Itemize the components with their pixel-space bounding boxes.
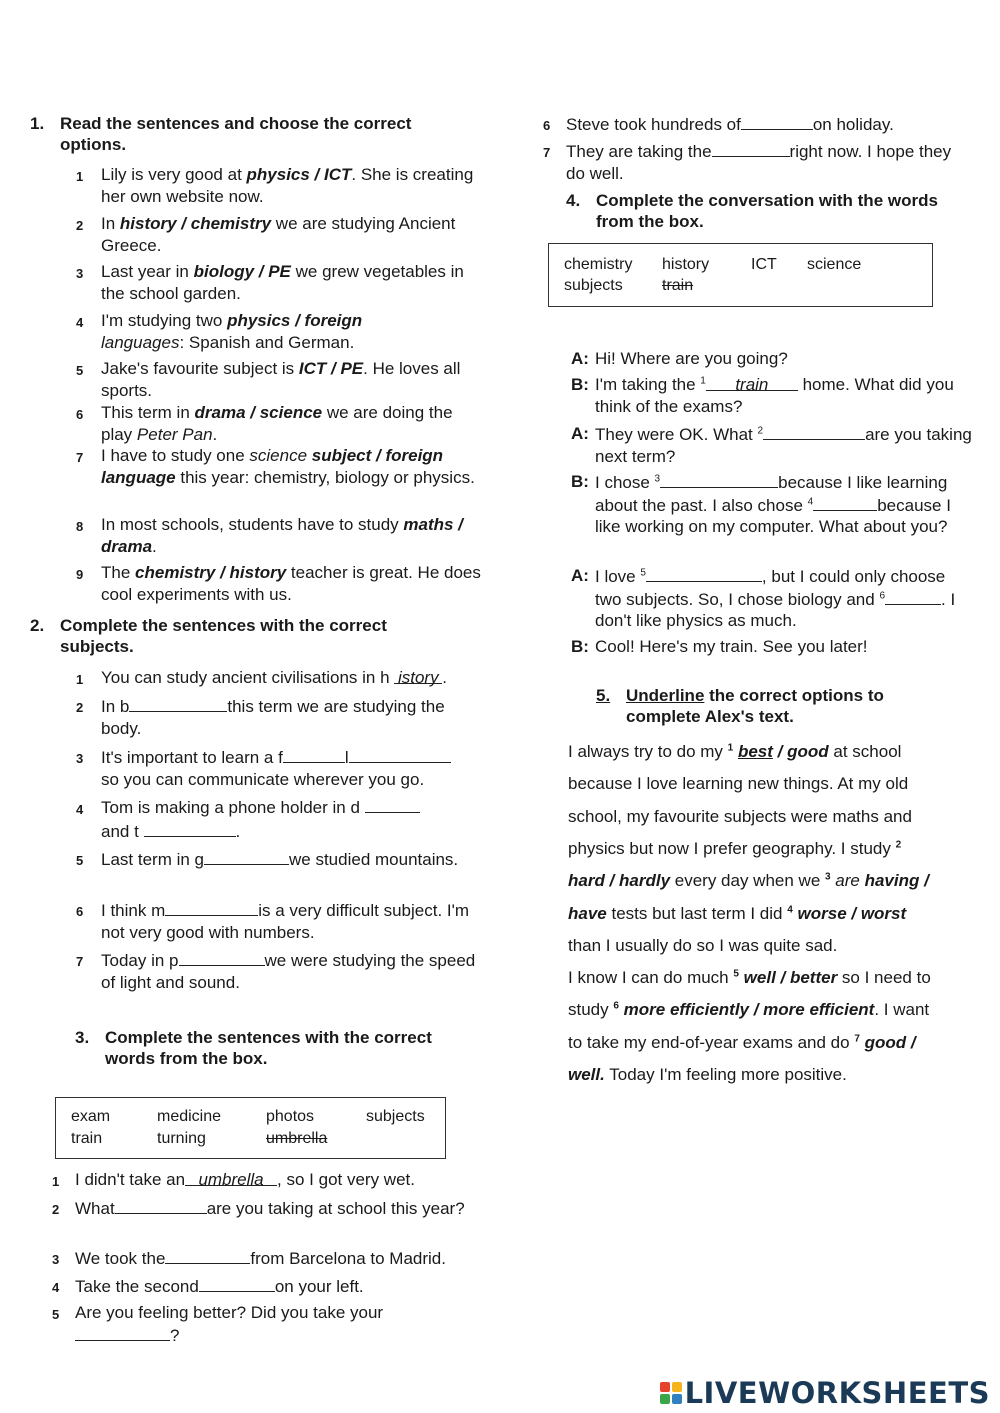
text: I didn't take an (75, 1170, 186, 1189)
text: because I love learning new things. At my old (568, 774, 909, 794)
word-box-3 (55, 1097, 446, 1159)
answer-blank[interactable] (165, 1247, 250, 1264)
question-item (543, 140, 973, 184)
text: . I want (874, 1000, 930, 1020)
answer-blank[interactable] (204, 848, 289, 865)
question-text (76, 562, 481, 605)
text-line (568, 807, 912, 827)
question-number: 3 (52, 1252, 60, 1267)
text-line (568, 968, 931, 988)
answer-blank[interactable] (365, 796, 420, 813)
conversation-line (571, 374, 976, 417)
box-word: medicine (157, 1108, 222, 1125)
question-item (76, 261, 481, 304)
text: . (235, 822, 241, 841)
question-number: 9 (76, 567, 84, 582)
text-line (568, 1065, 847, 1085)
question-text (76, 445, 481, 488)
answer-blank[interactable]: umbrella (185, 1169, 277, 1186)
question-item (76, 310, 481, 353)
heading-underline-word: Underline (626, 686, 705, 705)
option-pair[interactable]: having / (859, 871, 929, 891)
box-word-used: umbrella (266, 1130, 328, 1147)
question-item (76, 667, 481, 689)
text: at school (828, 742, 902, 761)
question-text (52, 1275, 472, 1298)
text: physics but now I prefer geography. I study (568, 838, 896, 858)
answer-blank[interactable] (885, 588, 941, 605)
gap-number: 3 (654, 473, 661, 485)
text: to take my end-of-year exams and do (568, 1032, 855, 1052)
question-item (76, 848, 481, 871)
gap-number: 6 (879, 589, 886, 601)
word-box-4 (548, 243, 933, 307)
text: I have to study one (101, 446, 250, 465)
option-pair[interactable]: physics / foreign (227, 311, 363, 330)
text: and t (101, 822, 144, 841)
question-number: 4 (76, 315, 84, 330)
option-number: 6 (613, 1000, 619, 1012)
text: school, my favourite subjects were maths and (568, 806, 912, 826)
question-item (52, 1275, 472, 1298)
text: ? (170, 1325, 180, 1345)
option-number: 2 (895, 839, 902, 851)
question-number: 4 (76, 802, 84, 817)
option-pair[interactable]: maths / drama (101, 515, 463, 556)
text: I'm studying two (101, 311, 228, 330)
logo-square (672, 1382, 682, 1392)
text: Peter Pan (136, 424, 213, 444)
text: on your left. (274, 1277, 364, 1296)
option-text: are (835, 871, 860, 891)
line-text (571, 348, 976, 370)
question-text (76, 899, 481, 943)
gap-number: 2 (757, 425, 764, 437)
box-word: chemistry (564, 256, 633, 273)
question-item (76, 746, 481, 790)
answer-blank[interactable]: istory (394, 667, 442, 684)
text: l (344, 748, 349, 767)
speaker-label: A: (571, 566, 589, 585)
text: so I need to (837, 968, 931, 988)
text: because I like working on my computer. What about you? (595, 495, 951, 536)
text: . I don't like physics as much. (595, 589, 956, 630)
line-text (571, 636, 976, 658)
question-number: 2 (76, 700, 84, 715)
box-word: photos (266, 1108, 315, 1125)
box-word: ICT (751, 256, 777, 273)
question-text (76, 402, 481, 445)
box-word: science (807, 256, 862, 273)
question-number: 6 (76, 904, 84, 919)
question-text (52, 1169, 472, 1191)
answer-blank[interactable] (741, 113, 813, 130)
text: are you taking next term? (595, 425, 972, 466)
box-word: subjects (564, 277, 623, 294)
question-item (76, 695, 481, 739)
section-number: 5. (596, 686, 611, 705)
text: tests but last term I did (606, 903, 788, 923)
question-number: 1 (52, 1174, 60, 1189)
text-line (568, 936, 837, 956)
question-text (543, 140, 973, 184)
line-text (571, 374, 976, 417)
option-number: 4 (787, 903, 793, 915)
text-line (568, 839, 901, 859)
question-item (76, 358, 481, 401)
question-text (52, 1247, 472, 1270)
conversation-line (571, 636, 976, 658)
text: Today I'm feeling more positive. (604, 1065, 847, 1084)
question-text (76, 310, 481, 353)
text: It's important to learn a f (101, 748, 283, 767)
option-number: 1 (727, 742, 734, 754)
speaker-label: B: (571, 637, 589, 656)
box-word: subjects (366, 1108, 425, 1125)
gap-number: 5 (640, 567, 646, 579)
text: Take the second (75, 1277, 199, 1296)
text: on holiday. (812, 115, 894, 134)
option-text: / good (772, 742, 829, 761)
speaker-label: A: (571, 424, 589, 443)
question-item (76, 949, 481, 993)
question-number: 1 (76, 672, 84, 687)
logo-text: LIVEWORKSHEETS (684, 1376, 990, 1410)
section-heading: Read the sentences and choose the correct options. (60, 114, 412, 154)
gap-number: 1 (700, 375, 706, 387)
option-pair[interactable]: good / (864, 1032, 916, 1052)
question-number: 6 (543, 118, 551, 133)
text: They are taking the (566, 142, 712, 161)
text: Jake's favourite subject is (101, 359, 299, 378)
text: : Spanish and German. (179, 332, 355, 352)
text: we are doing the play (101, 403, 453, 444)
text: Lily is very good at (101, 165, 247, 184)
text: In b (101, 697, 130, 716)
question-number: 7 (543, 145, 551, 160)
option-number: 3 (825, 871, 831, 883)
text-line (568, 871, 929, 891)
answer-blank[interactable] (646, 565, 762, 582)
option-pair[interactable]: history / chemistry (119, 214, 272, 233)
answer-blank[interactable] (199, 1275, 275, 1292)
question-item (76, 796, 481, 844)
text: Today in p (101, 951, 179, 970)
question-item (76, 562, 481, 605)
section-4-title (566, 190, 976, 232)
answer-blank[interactable] (129, 695, 227, 712)
question-text (76, 667, 481, 689)
text: so you can communicate wherever you go. (101, 769, 425, 789)
logo-mark-icon (660, 1382, 682, 1404)
question-text (76, 848, 481, 871)
text: They were OK. What (595, 425, 758, 444)
text: I chose (595, 473, 655, 492)
section-3-title (75, 1027, 475, 1069)
question-item (76, 514, 481, 557)
option-text: languages (101, 332, 180, 352)
question-number: 7 (76, 450, 84, 465)
answer-blank[interactable]: train (706, 374, 798, 391)
text: science (249, 446, 308, 465)
option-pair[interactable]: ICT / PE (298, 359, 364, 378)
answer-blank[interactable] (115, 1197, 207, 1214)
answer-blank[interactable] (75, 1324, 170, 1341)
text: I know I can do much (568, 968, 734, 988)
question-number: 8 (76, 519, 84, 534)
question-number: 3 (76, 751, 84, 766)
text: You can study ancient civilisations in h (101, 668, 395, 687)
conversation-line (571, 471, 976, 538)
logo-square (660, 1394, 670, 1404)
option-pair[interactable]: physics / ICT (246, 165, 352, 184)
question-text (76, 949, 481, 993)
line-text (571, 565, 976, 632)
question-number: 2 (52, 1202, 60, 1217)
box-word: train (71, 1130, 103, 1147)
text: What (75, 1199, 115, 1218)
answer-blank[interactable] (712, 140, 790, 157)
text-line (568, 1000, 929, 1020)
heading-rest: the correct options to (704, 686, 884, 705)
text: we grew vegetables in the school garden. (101, 262, 464, 303)
text: Tom is making a phone holder in d (101, 798, 365, 817)
option-pair[interactable]: drama / science (194, 403, 323, 422)
answer-blank[interactable] (179, 949, 265, 966)
text: , so I got very wet. (277, 1170, 415, 1189)
answer-blank[interactable] (165, 899, 258, 916)
question-item (76, 213, 481, 256)
speaker-label: B: (571, 375, 589, 394)
question-number: 7 (76, 954, 84, 969)
question-text (76, 213, 481, 256)
answer-blank[interactable] (283, 746, 345, 763)
answer-blank[interactable] (144, 820, 236, 837)
question-item (52, 1169, 472, 1191)
text: I think m (101, 901, 166, 920)
text: We took the (75, 1249, 166, 1268)
question-number: 6 (76, 407, 84, 422)
text: Steve took hundreds of (566, 115, 741, 134)
text: . (442, 668, 448, 687)
option-pair[interactable]: have (568, 903, 607, 923)
answer-blank[interactable] (763, 423, 865, 440)
question-number: 5 (52, 1307, 60, 1322)
box-word: exam (71, 1108, 111, 1125)
text: . (152, 536, 157, 556)
section-heading: Complete the sentences with the correct subjects. (60, 616, 387, 656)
text: right now. I hope they do well. (566, 142, 952, 183)
question-text (76, 746, 481, 790)
text: than I usually do so I was quite sad. (568, 935, 838, 955)
question-text (76, 164, 481, 207)
option-pair[interactable]: biology / PE (193, 262, 291, 281)
text: . (212, 424, 218, 444)
question-text (76, 695, 481, 739)
question-item (76, 445, 481, 488)
section-heading: Complete the sentences with the correct words from the box. (105, 1028, 432, 1068)
text: are you taking at school this year? (206, 1199, 465, 1218)
question-item (76, 402, 481, 445)
text: In (101, 214, 120, 233)
text: Last year in (101, 262, 194, 281)
box-word: turning (157, 1130, 206, 1147)
question-number: 5 (76, 363, 84, 378)
question-item (76, 164, 481, 207)
option-pair[interactable]: best (737, 742, 773, 761)
question-text (76, 514, 481, 557)
section-number: 3. (75, 1028, 90, 1047)
question-text (543, 113, 973, 136)
answer-blank[interactable] (349, 746, 451, 763)
question-number: 2 (76, 218, 84, 233)
option-pair[interactable]: worse / worst (797, 903, 907, 923)
text-line (568, 742, 901, 762)
question-number: 4 (52, 1280, 60, 1295)
question-text (76, 358, 481, 401)
question-item (76, 899, 481, 943)
question-number: 3 (76, 266, 84, 281)
question-number: 5 (76, 853, 84, 868)
section-number: 2. (30, 616, 45, 635)
text: . She is creating her own website now. (101, 165, 474, 206)
text: every day when we (670, 871, 825, 891)
text: The (101, 563, 136, 582)
logo-square (672, 1394, 682, 1404)
text: home. What did you think of the exams? (595, 375, 954, 416)
section-number: 1. (30, 114, 45, 133)
option-pair[interactable]: well. (568, 1065, 605, 1084)
question-text (52, 1302, 472, 1346)
question-item (52, 1247, 472, 1270)
question-number: 1 (76, 169, 84, 184)
section-5-title (596, 685, 976, 727)
text-line (568, 774, 908, 794)
question-text (52, 1197, 472, 1220)
speaker-label: B: (571, 472, 589, 491)
box-word: history (662, 256, 710, 273)
question-text (76, 261, 481, 304)
text: we studied mountains. (289, 850, 459, 869)
section-1-title (30, 113, 460, 155)
conversation-line (571, 423, 976, 467)
text-line (568, 1033, 916, 1053)
section-heading: Complete the conversation with the words from the box. (596, 191, 938, 231)
text: I'm taking the (595, 375, 701, 394)
text: I always try to do my (568, 742, 728, 761)
text: , but I could only choose two subjects. So, I chose biology and (595, 567, 946, 609)
option-pair[interactable]: subject / foreign language (101, 446, 444, 487)
heading-line-2: complete Alex's text. (626, 707, 794, 726)
answer-blank[interactable] (813, 494, 877, 511)
text: Are you feeling better? Did you take your (75, 1303, 384, 1322)
text: This term in (101, 403, 195, 422)
option-number: 5 (733, 968, 739, 980)
text: teacher is great. He does cool experiments with us. (101, 563, 481, 604)
option-pair[interactable]: well / better (743, 968, 838, 988)
text: this year: chemistry, biology or physics. (175, 467, 475, 487)
box-word-used: train (662, 277, 694, 294)
option-number: 7 (854, 1033, 860, 1045)
question-item (52, 1302, 472, 1346)
question-item (543, 113, 973, 136)
text: Cool! Here's my train. See you later! (595, 637, 868, 656)
text-line (568, 904, 906, 924)
text: study (568, 1000, 614, 1020)
text: . He loves all sports. (101, 359, 461, 400)
logo-square (660, 1382, 670, 1392)
speaker-label: A: (571, 349, 589, 368)
section-number: 4. (566, 191, 581, 210)
line-text (571, 471, 976, 538)
conversation-line (571, 348, 976, 370)
conversation-line (571, 565, 976, 632)
answer-blank[interactable] (660, 471, 778, 488)
text: this term we are studying the body. (101, 697, 445, 738)
gap-number: 4 (807, 495, 814, 507)
text: is a very difficult subject. I'm not very good with numbers. (101, 901, 470, 942)
text: Last term in g (101, 850, 204, 869)
text: we were studying the speed of light and sound. (101, 951, 476, 992)
line-text (571, 423, 976, 467)
text: because I like learning about the past. I also chose (595, 473, 948, 515)
question-item (52, 1197, 472, 1220)
option-pair[interactable]: more efficiently / more efficient (623, 1000, 875, 1020)
option-pair[interactable]: hard / hardly (568, 871, 671, 891)
text: In most schools, students have to study (101, 515, 404, 534)
liveworksheets-logo (660, 1376, 990, 1410)
option-pair[interactable]: chemistry / history (135, 563, 287, 582)
question-text (76, 796, 481, 844)
text: from Barcelona to Madrid. (250, 1249, 446, 1268)
text: we are studying Ancient Greece. (101, 214, 456, 255)
section-2-title (30, 615, 460, 657)
text: Hi! Where are you going? (595, 349, 788, 368)
text: I love (595, 567, 641, 586)
